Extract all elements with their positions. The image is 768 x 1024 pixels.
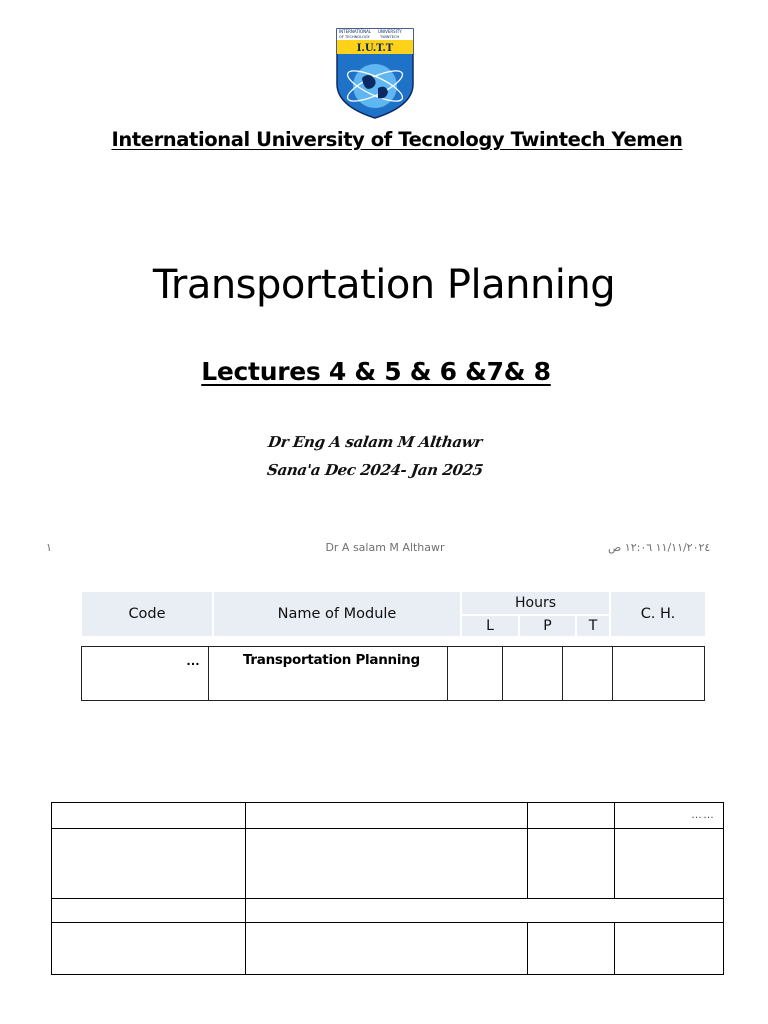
header-code: Code [82, 592, 212, 636]
university-logo [334, 26, 416, 120]
row-name-cell [209, 647, 448, 700]
grid-line [527, 922, 528, 975]
row-lecture-cell [448, 647, 503, 700]
course-title: Transportation Planning [152, 262, 616, 308]
row-tutorial-cell [563, 647, 613, 700]
svg-text:I.U.T.T: I.U.T.T [356, 43, 394, 54]
grid-line [52, 828, 723, 829]
svg-text:INTERNATIONAL: INTERNATIONAL [339, 29, 372, 34]
footer-datetime: ١١/١١/٢٠٢٤ ١٢:٠٦ ص [608, 541, 711, 554]
university-shield-icon [334, 26, 416, 120]
module-table-row [81, 646, 705, 701]
grid-line [614, 803, 615, 898]
grid-line [52, 922, 723, 923]
author-name: Dr Eng A salam M Althawr [266, 433, 484, 451]
module-table-header [82, 592, 705, 636]
grid-line [527, 803, 528, 898]
header-hours-group [462, 592, 609, 636]
header-lecture: L [462, 616, 518, 636]
place-date: Sana'a Dec 2024- Jan 2025 [265, 461, 485, 479]
svg-text:UNIVERSITY: UNIVERSITY [378, 29, 402, 34]
row-module-name: Transportation Planning [243, 652, 420, 668]
svg-text:OF TECHNOLOGY: OF TECHNOLOGY [339, 35, 370, 39]
page-number: ١ [46, 541, 52, 554]
lower-table [51, 802, 724, 975]
row-practical-cell [503, 647, 563, 700]
row-code-cell [82, 647, 209, 700]
header-hours: Hours [462, 592, 609, 614]
footer-author: Dr A salam M Althawr [325, 541, 445, 554]
row-code: … [186, 652, 200, 668]
grid-line [245, 803, 246, 974]
svg-text:TWINTECH: TWINTECH [380, 35, 400, 39]
header-practical: P [520, 616, 575, 636]
university-name: International University of Tecnology Twintech Yemen [111, 128, 683, 151]
grid-line [614, 922, 615, 975]
grid-line [52, 898, 723, 899]
grid-dots: …… [691, 809, 715, 821]
lectures-heading: Lectures 4 & 5 & 6 &7& 8 [201, 357, 551, 386]
header-tutorial: T [577, 616, 609, 636]
header-credit-hours: C. H. [611, 592, 705, 636]
header-module-name: Name of Module [214, 592, 460, 636]
